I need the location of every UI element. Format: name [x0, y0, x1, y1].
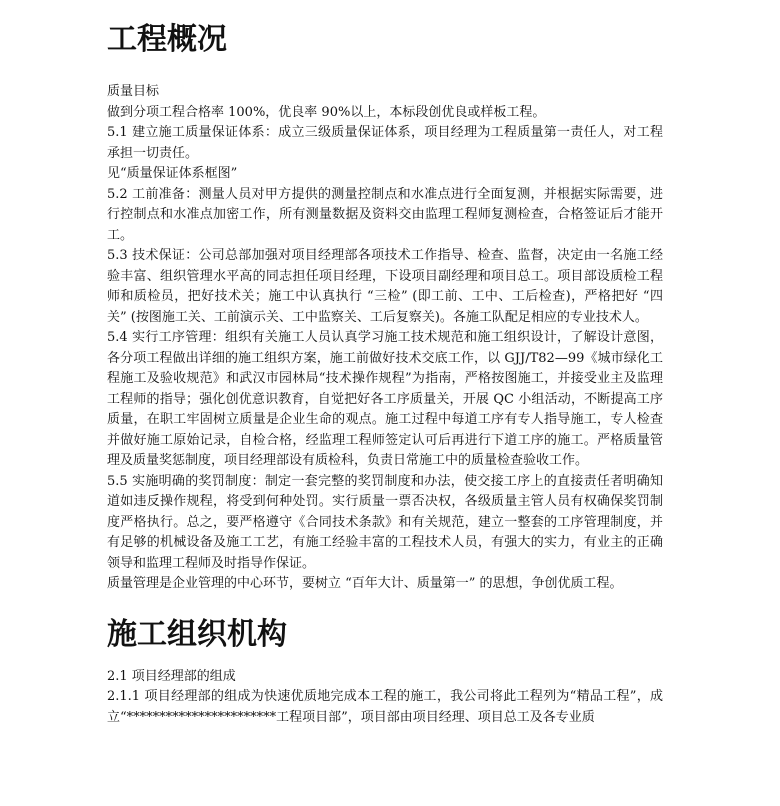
section-body-project-overview: [107, 82, 663, 595]
paragraph: 质量管理是企业管理的中心环节，要树立 “百年大计、质量第一” 的思想，争创优质工程。: [107, 576, 623, 591]
paragraph: 见“质量保证体系框图”: [107, 166, 238, 181]
paragraph: 5.2 工前准备：测量人员对甲方提供的测量控制点和水准点进行全面复测，并根据实际需要，进行控制点和水准点加密工作，所有测量数据及资料交由监理工程师复测检查，合格签证后才能开工。: [107, 186, 663, 243]
paragraph: 2.1 项目经理部的组成: [107, 668, 236, 684]
section-body-construction-organization: [107, 667, 663, 729]
document-page: [107, 0, 663, 728]
paragraph: 5.1 建立施工质量保证体系：成立三级质量保证体系，项目经理为工程质量第一责任人，对工程承担一切责任。: [107, 125, 663, 161]
paragraph: 5.4 实行工序管理：组织有关施工人员认真学习施工技术规范和施工组织设计，了解设计意图，各分项工程做出详细的施工组织方案，施工前做好技术交底工作，以 GJJ/T82—99《城市绿化工程施工及验收规范》和武汉市园林局“技术操作规程”为指南，严格按图施工，并接受业主及监理工程师的指导；强化创优意识教育，自觉把好各工序质量关，开展 QC 小组活动，不断提高工序质量，在职工牢固树立质量是企业生命的观点。施工过程中每道工序有专人指导施工，专人检查并做好施工原始记录，自检合格，经监理工程师签定认可后再进行下道工序的施工。严格质量管理及质量奖惩制度，项目经理部设有质检科，负责日常施工中的质量检查验收工作。: [107, 330, 663, 468]
paragraph: 质量目标: [107, 84, 160, 99]
section-heading-construction-organization: 施工组织机构: [107, 616, 287, 652]
paragraph: 做到分项工程合格率 100%，优良率 90%以上，本标段创优良或样板工程。: [107, 104, 546, 120]
paragraph: 5.3 技术保证：公司总部加强对项目经理部各项技术工作指导、检查、监督，决定由一名施工经验丰富、组织管理水平高的同志担任项目经理，下设项目副经理和项目总工。项目部设质检工程师和质检员，把好技术关；施工中认真执行 “三检” (即工前、工中、工后检查)，严格把好 “四关” (按图施工关、工前演示关、工中监察关、工后复察关)。各施工队配足相应的专业技术人。: [107, 248, 663, 325]
paragraph: 2.1.1 项目经理部的组成为快速优质地完成本工程的施工，我公司将此工程列为“精品工程”，成立“***********************工程项目部”，项目部由项目经理、项目总工及各专业质: [107, 689, 663, 725]
paragraph: 5.5 实施明确的奖罚制度：制定一套完整的奖罚制度和办法，使交接工序上的直接责任者明确知道如违反操作规程，将受到何种处罚。实行质量一票否决权，各级质量主管人员有权确保奖罚制度严格执行。总之，要严格遵守《合同技术条款》和有关规范，建立一整套的工序管理制度，并有足够的机械设备及施工工艺，有施工经验丰富的工程技术人员，有强大的实力，有业主的正确领导和监理工程师及时指导作保证。: [107, 473, 663, 571]
section-heading-project-overview: 工程概况: [107, 22, 227, 57]
